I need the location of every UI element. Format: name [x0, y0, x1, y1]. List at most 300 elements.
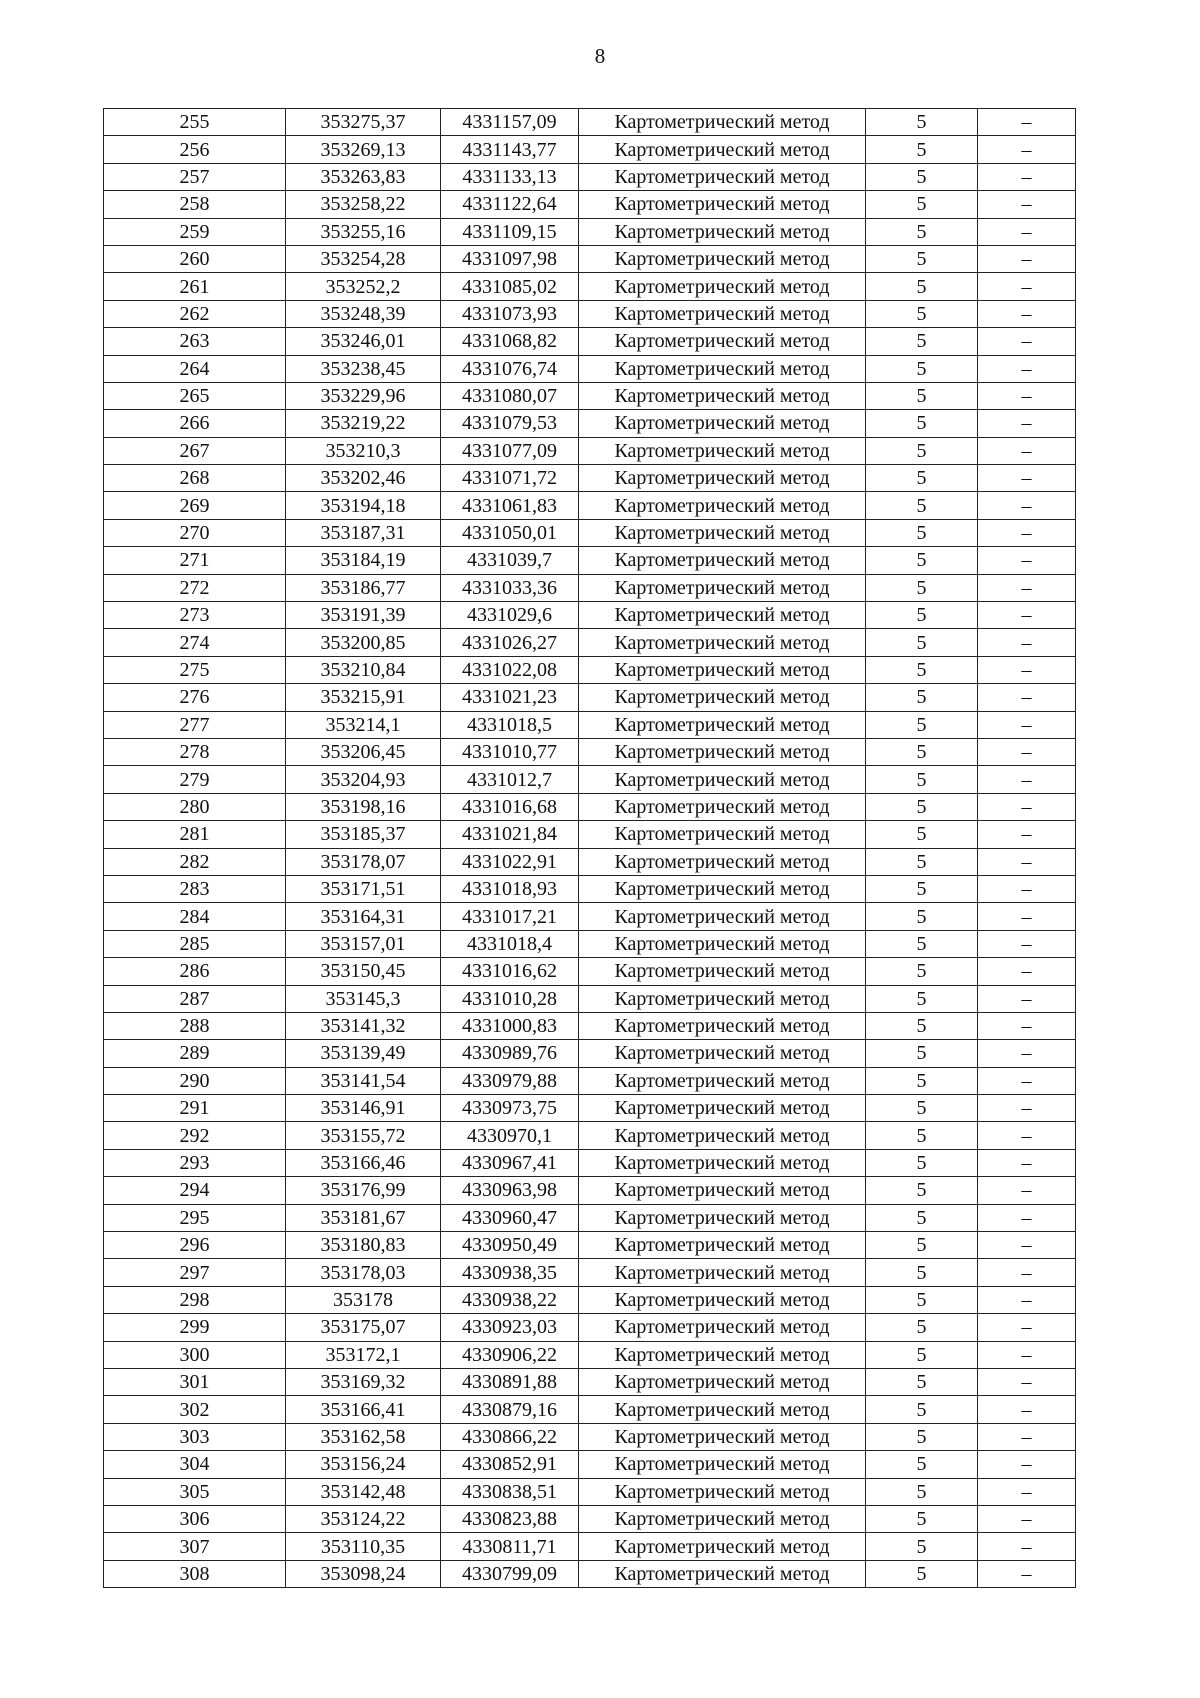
table-row — [104, 1314, 1076, 1341]
point-number-cell: 263 — [104, 328, 286, 355]
point-number-cell: 308 — [104, 1560, 286, 1587]
y-coordinate-cell: 4331017,21 — [441, 903, 579, 930]
accuracy-cell: 5 — [866, 848, 978, 875]
point-number-cell: 268 — [104, 465, 286, 492]
accuracy-cell: 5 — [866, 300, 978, 327]
point-number-cell: 298 — [104, 1286, 286, 1313]
note-cell: – — [978, 1204, 1076, 1231]
accuracy-cell: 5 — [866, 1560, 978, 1587]
table-row — [104, 410, 1076, 437]
y-coordinate-cell: 4330963,98 — [441, 1177, 579, 1204]
method-cell: Картометрический метод — [579, 1478, 866, 1505]
y-coordinate-cell: 4331050,01 — [441, 519, 579, 546]
note-cell: – — [978, 1341, 1076, 1368]
point-number-cell: 255 — [104, 109, 286, 136]
note-cell: – — [978, 1478, 1076, 1505]
accuracy-cell: 5 — [866, 1259, 978, 1286]
table-row — [104, 958, 1076, 985]
point-number-cell: 300 — [104, 1341, 286, 1368]
note-cell: – — [978, 848, 1076, 875]
table-row — [104, 1012, 1076, 1039]
y-coordinate-cell: 4331157,09 — [441, 109, 579, 136]
note-cell: – — [978, 1533, 1076, 1560]
note-cell: – — [978, 273, 1076, 300]
table-row — [104, 1259, 1076, 1286]
y-coordinate-cell: 4331029,6 — [441, 602, 579, 629]
x-coordinate-cell: 353229,96 — [286, 382, 441, 409]
method-cell: Картометрический метод — [579, 1012, 866, 1039]
y-coordinate-cell: 4330866,22 — [441, 1423, 579, 1450]
note-cell: – — [978, 382, 1076, 409]
table-row — [104, 1177, 1076, 1204]
table-row — [104, 1095, 1076, 1122]
x-coordinate-cell: 353206,45 — [286, 738, 441, 765]
table-row — [104, 382, 1076, 409]
table-row — [104, 574, 1076, 601]
method-cell: Картометрический метод — [579, 711, 866, 738]
y-coordinate-cell: 4331122,64 — [441, 191, 579, 218]
note-cell: – — [978, 656, 1076, 683]
table-row — [104, 602, 1076, 629]
table-row — [104, 492, 1076, 519]
note-cell: – — [978, 245, 1076, 272]
x-coordinate-cell: 353185,37 — [286, 821, 441, 848]
method-cell: Картометрический метод — [579, 1067, 866, 1094]
point-number-cell: 272 — [104, 574, 286, 601]
accuracy-cell: 5 — [866, 1341, 978, 1368]
note-cell: – — [978, 191, 1076, 218]
method-cell: Картометрический метод — [579, 328, 866, 355]
x-coordinate-cell: 353238,45 — [286, 355, 441, 382]
x-coordinate-cell: 353181,67 — [286, 1204, 441, 1231]
point-number-cell: 269 — [104, 492, 286, 519]
x-coordinate-cell: 353252,2 — [286, 273, 441, 300]
table-row — [104, 629, 1076, 656]
table-row — [104, 1478, 1076, 1505]
note-cell: – — [978, 355, 1076, 382]
note-cell: – — [978, 629, 1076, 656]
accuracy-cell: 5 — [866, 1040, 978, 1067]
method-cell: Картометрический метод — [579, 1286, 866, 1313]
point-number-cell: 271 — [104, 547, 286, 574]
x-coordinate-cell: 353184,19 — [286, 547, 441, 574]
x-coordinate-cell: 353194,18 — [286, 492, 441, 519]
method-cell: Картометрический метод — [579, 437, 866, 464]
y-coordinate-cell: 4330838,51 — [441, 1478, 579, 1505]
accuracy-cell: 5 — [866, 1451, 978, 1478]
y-coordinate-cell: 4331077,09 — [441, 437, 579, 464]
x-coordinate-cell: 353155,72 — [286, 1122, 441, 1149]
point-number-cell: 288 — [104, 1012, 286, 1039]
method-cell: Картометрический метод — [579, 985, 866, 1012]
page-number: 8 — [594, 44, 606, 68]
method-cell: Картометрический метод — [579, 1560, 866, 1587]
accuracy-cell: 5 — [866, 903, 978, 930]
point-number-cell: 278 — [104, 738, 286, 765]
y-coordinate-cell: 4330891,88 — [441, 1368, 579, 1395]
point-number-cell: 289 — [104, 1040, 286, 1067]
note-cell: – — [978, 1396, 1076, 1423]
table-row — [104, 109, 1076, 136]
point-number-cell: 266 — [104, 410, 286, 437]
y-coordinate-cell: 4331033,36 — [441, 574, 579, 601]
y-coordinate-cell: 4331079,53 — [441, 410, 579, 437]
x-coordinate-cell: 353198,16 — [286, 793, 441, 820]
note-cell: – — [978, 410, 1076, 437]
note-cell: – — [978, 1232, 1076, 1259]
accuracy-cell: 5 — [866, 410, 978, 437]
method-cell: Картометрический метод — [579, 1149, 866, 1176]
y-coordinate-cell: 4330973,75 — [441, 1095, 579, 1122]
y-coordinate-cell: 4330967,41 — [441, 1149, 579, 1176]
table-row — [104, 519, 1076, 546]
x-coordinate-cell: 353156,24 — [286, 1451, 441, 1478]
accuracy-cell: 5 — [866, 985, 978, 1012]
method-cell: Картометрический метод — [579, 136, 866, 163]
x-coordinate-cell: 353175,07 — [286, 1314, 441, 1341]
y-coordinate-cell: 4331071,72 — [441, 465, 579, 492]
note-cell: – — [978, 136, 1076, 163]
table-row — [104, 903, 1076, 930]
y-coordinate-cell: 4331022,08 — [441, 656, 579, 683]
accuracy-cell: 5 — [866, 465, 978, 492]
method-cell: Картометрический метод — [579, 547, 866, 574]
accuracy-cell: 5 — [866, 930, 978, 957]
note-cell: – — [978, 465, 1076, 492]
y-coordinate-cell: 4331016,68 — [441, 793, 579, 820]
accuracy-cell: 5 — [866, 1012, 978, 1039]
method-cell: Картометрический метод — [579, 958, 866, 985]
method-cell: Картометрический метод — [579, 1204, 866, 1231]
point-number-cell: 267 — [104, 437, 286, 464]
method-cell: Картометрический метод — [579, 1177, 866, 1204]
note-cell: – — [978, 1040, 1076, 1067]
point-number-cell: 280 — [104, 793, 286, 820]
y-coordinate-cell: 4331000,83 — [441, 1012, 579, 1039]
x-coordinate-cell: 353098,24 — [286, 1560, 441, 1587]
method-cell: Картометрический метод — [579, 1122, 866, 1149]
point-number-cell: 287 — [104, 985, 286, 1012]
note-cell: – — [978, 1177, 1076, 1204]
accuracy-cell: 5 — [866, 328, 978, 355]
y-coordinate-cell: 4331010,28 — [441, 985, 579, 1012]
method-cell: Картометрический метод — [579, 766, 866, 793]
point-number-cell: 257 — [104, 163, 286, 190]
x-coordinate-cell: 353215,91 — [286, 684, 441, 711]
method-cell: Картометрический метод — [579, 1423, 866, 1450]
x-coordinate-cell: 353166,46 — [286, 1149, 441, 1176]
x-coordinate-cell: 353124,22 — [286, 1505, 441, 1532]
y-coordinate-cell: 4330979,88 — [441, 1067, 579, 1094]
table-row — [104, 547, 1076, 574]
x-coordinate-cell: 353263,83 — [286, 163, 441, 190]
table-row — [104, 465, 1076, 492]
point-number-cell: 274 — [104, 629, 286, 656]
accuracy-cell: 5 — [866, 958, 978, 985]
accuracy-cell: 5 — [866, 1095, 978, 1122]
note-cell: – — [978, 1560, 1076, 1587]
y-coordinate-cell: 4331080,07 — [441, 382, 579, 409]
accuracy-cell: 5 — [866, 684, 978, 711]
point-number-cell: 276 — [104, 684, 286, 711]
x-coordinate-cell: 353157,01 — [286, 930, 441, 957]
accuracy-cell: 5 — [866, 163, 978, 190]
table-row — [104, 163, 1076, 190]
note-cell: – — [978, 1122, 1076, 1149]
y-coordinate-cell: 4331018,93 — [441, 875, 579, 902]
point-number-cell: 306 — [104, 1505, 286, 1532]
point-number-cell: 286 — [104, 958, 286, 985]
accuracy-cell: 5 — [866, 1149, 978, 1176]
accuracy-cell: 5 — [866, 136, 978, 163]
method-cell: Картометрический метод — [579, 1396, 866, 1423]
point-number-cell: 292 — [104, 1122, 286, 1149]
y-coordinate-cell: 4331039,7 — [441, 547, 579, 574]
method-cell: Картометрический метод — [579, 1505, 866, 1532]
method-cell: Картометрический метод — [579, 191, 866, 218]
note-cell: – — [978, 1505, 1076, 1532]
accuracy-cell: 5 — [866, 629, 978, 656]
table-row — [104, 875, 1076, 902]
accuracy-cell: 5 — [866, 1204, 978, 1231]
accuracy-cell: 5 — [866, 574, 978, 601]
y-coordinate-cell: 4331026,27 — [441, 629, 579, 656]
table-row — [104, 437, 1076, 464]
method-cell: Картометрический метод — [579, 1451, 866, 1478]
table-row — [104, 1451, 1076, 1478]
method-cell: Картометрический метод — [579, 684, 866, 711]
y-coordinate-cell: 4331016,62 — [441, 958, 579, 985]
y-coordinate-cell: 4330938,22 — [441, 1286, 579, 1313]
method-cell: Картометрический метод — [579, 1314, 866, 1341]
method-cell: Картометрический метод — [579, 1232, 866, 1259]
method-cell: Картометрический метод — [579, 273, 866, 300]
note-cell: – — [978, 711, 1076, 738]
accuracy-cell: 5 — [866, 191, 978, 218]
point-number-cell: 285 — [104, 930, 286, 957]
x-coordinate-cell: 353145,3 — [286, 985, 441, 1012]
method-cell: Картометрический метод — [579, 821, 866, 848]
method-cell: Картометрический метод — [579, 738, 866, 765]
y-coordinate-cell: 4330879,16 — [441, 1396, 579, 1423]
accuracy-cell: 5 — [866, 437, 978, 464]
accuracy-cell: 5 — [866, 547, 978, 574]
method-cell: Картометрический метод — [579, 519, 866, 546]
note-cell: – — [978, 1451, 1076, 1478]
y-coordinate-cell: 4331068,82 — [441, 328, 579, 355]
x-coordinate-cell: 353210,84 — [286, 656, 441, 683]
method-cell: Картометрический метод — [579, 465, 866, 492]
table-row — [104, 1368, 1076, 1395]
table-row — [104, 711, 1076, 738]
table-row — [104, 985, 1076, 1012]
accuracy-cell: 5 — [866, 1286, 978, 1313]
note-cell: – — [978, 1095, 1076, 1122]
note-cell: – — [978, 684, 1076, 711]
point-number-cell: 283 — [104, 875, 286, 902]
table-row — [104, 1533, 1076, 1560]
table-row — [104, 136, 1076, 163]
point-number-cell: 299 — [104, 1314, 286, 1341]
point-number-cell: 291 — [104, 1095, 286, 1122]
note-cell: – — [978, 875, 1076, 902]
y-coordinate-cell: 4330852,91 — [441, 1451, 579, 1478]
point-number-cell: 290 — [104, 1067, 286, 1094]
point-number-cell: 277 — [104, 711, 286, 738]
accuracy-cell: 5 — [866, 875, 978, 902]
accuracy-cell: 5 — [866, 738, 978, 765]
method-cell: Картометрический метод — [579, 656, 866, 683]
method-cell: Картометрический метод — [579, 218, 866, 245]
point-number-cell: 258 — [104, 191, 286, 218]
method-cell: Картометрический метод — [579, 410, 866, 437]
point-number-cell: 302 — [104, 1396, 286, 1423]
method-cell: Картометрический метод — [579, 602, 866, 629]
point-number-cell: 262 — [104, 300, 286, 327]
table-row — [104, 930, 1076, 957]
x-coordinate-cell: 353210,3 — [286, 437, 441, 464]
x-coordinate-cell: 353141,54 — [286, 1067, 441, 1094]
accuracy-cell: 5 — [866, 711, 978, 738]
table-row — [104, 1396, 1076, 1423]
method-cell: Картометрический метод — [579, 382, 866, 409]
note-cell: – — [978, 300, 1076, 327]
y-coordinate-cell: 4331109,15 — [441, 218, 579, 245]
point-number-cell: 279 — [104, 766, 286, 793]
table-row — [104, 273, 1076, 300]
y-coordinate-cell: 4330938,35 — [441, 1259, 579, 1286]
note-cell: – — [978, 821, 1076, 848]
point-number-cell: 303 — [104, 1423, 286, 1450]
point-number-cell: 264 — [104, 355, 286, 382]
table-row — [104, 1505, 1076, 1532]
note-cell: – — [978, 109, 1076, 136]
note-cell: – — [978, 766, 1076, 793]
table-row — [104, 355, 1076, 382]
accuracy-cell: 5 — [866, 1177, 978, 1204]
table-row — [104, 1149, 1076, 1176]
method-cell: Картометрический метод — [579, 903, 866, 930]
note-cell: – — [978, 519, 1076, 546]
table-row — [104, 1040, 1076, 1067]
note-cell: – — [978, 437, 1076, 464]
x-coordinate-cell: 353146,91 — [286, 1095, 441, 1122]
table-row — [104, 300, 1076, 327]
method-cell: Картометрический метод — [579, 574, 866, 601]
x-coordinate-cell: 353254,28 — [286, 245, 441, 272]
x-coordinate-cell: 353186,77 — [286, 574, 441, 601]
method-cell: Картометрический метод — [579, 109, 866, 136]
x-coordinate-cell: 353169,32 — [286, 1368, 441, 1395]
note-cell: – — [978, 793, 1076, 820]
y-coordinate-cell: 4331073,93 — [441, 300, 579, 327]
method-cell: Картометрический метод — [579, 930, 866, 957]
x-coordinate-cell: 353176,99 — [286, 1177, 441, 1204]
accuracy-cell: 5 — [866, 1423, 978, 1450]
accuracy-cell: 5 — [866, 1232, 978, 1259]
x-coordinate-cell: 353164,31 — [286, 903, 441, 930]
x-coordinate-cell: 353202,46 — [286, 465, 441, 492]
point-number-cell: 295 — [104, 1204, 286, 1231]
accuracy-cell: 5 — [866, 1122, 978, 1149]
y-coordinate-cell: 4330970,1 — [441, 1122, 579, 1149]
note-cell: – — [978, 492, 1076, 519]
note-cell: – — [978, 163, 1076, 190]
note-cell: – — [978, 1259, 1076, 1286]
table-row — [104, 793, 1076, 820]
x-coordinate-cell: 353142,48 — [286, 1478, 441, 1505]
table-row — [104, 1122, 1076, 1149]
note-cell: – — [978, 985, 1076, 1012]
method-cell: Картометрический метод — [579, 1341, 866, 1368]
x-coordinate-cell: 353141,32 — [286, 1012, 441, 1039]
x-coordinate-cell: 353139,49 — [286, 1040, 441, 1067]
y-coordinate-cell: 4331018,5 — [441, 711, 579, 738]
point-number-cell: 261 — [104, 273, 286, 300]
point-number-cell: 294 — [104, 1177, 286, 1204]
x-coordinate-cell: 353187,31 — [286, 519, 441, 546]
y-coordinate-cell: 4331076,74 — [441, 355, 579, 382]
y-coordinate-cell: 4331097,98 — [441, 245, 579, 272]
note-cell: – — [978, 930, 1076, 957]
method-cell: Картометрический метод — [579, 875, 866, 902]
point-number-cell: 284 — [104, 903, 286, 930]
accuracy-cell: 5 — [866, 355, 978, 382]
note-cell: – — [978, 1149, 1076, 1176]
y-coordinate-cell: 4330950,49 — [441, 1232, 579, 1259]
accuracy-cell: 5 — [866, 109, 978, 136]
accuracy-cell: 5 — [866, 1314, 978, 1341]
method-cell: Картометрический метод — [579, 1040, 866, 1067]
point-number-cell: 281 — [104, 821, 286, 848]
y-coordinate-cell: 4331021,23 — [441, 684, 579, 711]
x-coordinate-cell: 353162,58 — [286, 1423, 441, 1450]
table-row — [104, 848, 1076, 875]
point-number-cell: 305 — [104, 1478, 286, 1505]
y-coordinate-cell: 4331085,02 — [441, 273, 579, 300]
table-row — [104, 218, 1076, 245]
point-number-cell: 273 — [104, 602, 286, 629]
note-cell: – — [978, 1314, 1076, 1341]
x-coordinate-cell: 353275,37 — [286, 109, 441, 136]
point-number-cell: 304 — [104, 1451, 286, 1478]
point-number-cell: 301 — [104, 1368, 286, 1395]
method-cell: Картометрический метод — [579, 355, 866, 382]
y-coordinate-cell: 4331010,77 — [441, 738, 579, 765]
note-cell: – — [978, 1067, 1076, 1094]
y-coordinate-cell: 4331021,84 — [441, 821, 579, 848]
table-row — [104, 191, 1076, 218]
x-coordinate-cell: 353180,83 — [286, 1232, 441, 1259]
table-row — [104, 1067, 1076, 1094]
note-cell: – — [978, 738, 1076, 765]
table-row — [104, 738, 1076, 765]
table-row — [104, 1341, 1076, 1368]
note-cell: – — [978, 328, 1076, 355]
table-row — [104, 328, 1076, 355]
point-number-cell: 265 — [104, 382, 286, 409]
accuracy-cell: 5 — [866, 273, 978, 300]
table-row — [104, 1232, 1076, 1259]
method-cell: Картометрический метод — [579, 848, 866, 875]
table-row — [104, 821, 1076, 848]
point-number-cell: 270 — [104, 519, 286, 546]
y-coordinate-cell: 4331012,7 — [441, 766, 579, 793]
note-cell: – — [978, 1012, 1076, 1039]
y-coordinate-cell: 4330823,88 — [441, 1505, 579, 1532]
accuracy-cell: 5 — [866, 1396, 978, 1423]
y-coordinate-cell: 4330989,76 — [441, 1040, 579, 1067]
